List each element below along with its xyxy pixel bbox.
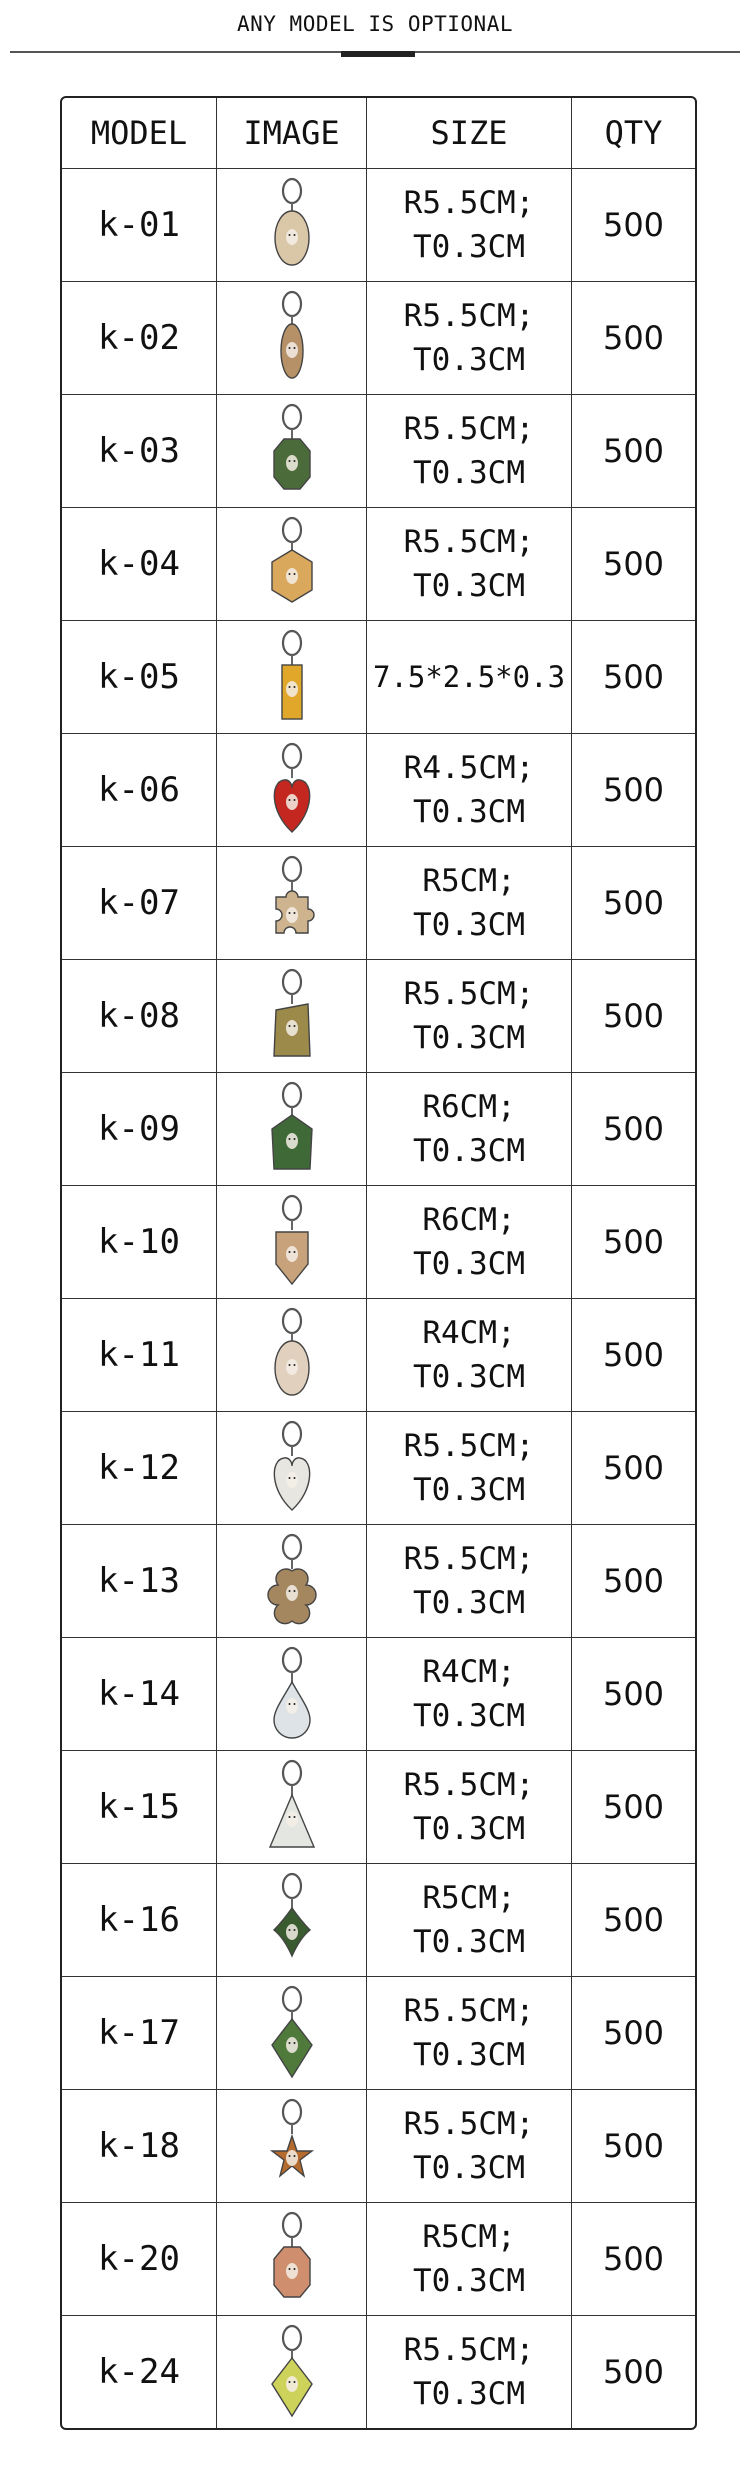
qty-cell: 500 [571,2316,695,2428]
qty-cell: 500 [571,2203,695,2315]
size-cell: R5CM; T0.3CM [366,2203,571,2315]
table-row [62,620,695,733]
table-row [62,1072,695,1185]
size-cell: R5.5CM; T0.3CM [366,2090,571,2202]
table-row [62,846,695,959]
size-cell: R5CM; T0.3CM [366,1864,571,1976]
size-cell: R4CM; T0.3CM [366,1299,571,1411]
image-cell [216,2203,366,2315]
size-cell: R4CM; T0.3CM [366,1638,571,1750]
diamond-keychain-dog-icon [262,1983,322,2083]
table-row [62,507,695,620]
image-cell [216,1751,366,1863]
model-cell: k-17 [98,2013,180,2053]
qty-cell: 500 [571,1864,695,1976]
size-cell: R5.5CM; T0.3CM [366,169,571,281]
header-accent-bar [341,51,415,57]
image-cell [216,1299,366,1411]
image-cell [216,508,366,620]
size-cell: R6CM; T0.3CM [366,1186,571,1298]
model-cell: k-09 [98,1109,180,1149]
image-cell [216,169,366,281]
column-header-size: SIZE [366,98,571,168]
table-row [62,1524,695,1637]
model-cell: k-15 [98,1787,180,1827]
flower-keychain-dog-icon [262,1531,322,1631]
model-cell: k-01 [98,205,180,245]
model-cell: k-20 [98,2239,180,2279]
model-cell: k-11 [98,1335,180,1375]
table-row [62,1185,695,1298]
size-cell: R4.5CM; T0.3CM [366,734,571,846]
table-row [62,1863,695,1976]
size-cell: R5.5CM; T0.3CM [366,1525,571,1637]
table-row [62,959,695,1072]
qty-cell: 500 [571,1638,695,1750]
image-cell [216,2316,366,2428]
image-cell [216,2090,366,2202]
model-cell: k-16 [98,1900,180,1940]
size-cell: 7.5*2.5*0.3 [366,621,571,733]
model-cell: k-06 [98,770,180,810]
model-cell: k-07 [98,883,180,923]
size-cell: R6CM; T0.3CM [366,1073,571,1185]
image-cell [216,734,366,846]
model-cell: k-05 [98,657,180,697]
qty-cell: 500 [571,1299,695,1411]
qty-cell: 500 [571,169,695,281]
table-header-row [62,98,695,168]
model-cell: k-04 [98,544,180,584]
rectangle-keychain-flower-icon [262,627,322,727]
page-title: ANY MODEL IS OPTIONAL [236,12,513,36]
size-cell: R5.5CM; T0.3CM [366,960,571,1072]
house-keychain-dog-icon [262,1079,322,1179]
octagon-oval-keychain-dog-icon [262,2209,322,2309]
image-cell [216,1977,366,2089]
image-cell [216,847,366,959]
image-cell [216,1864,366,1976]
slim-oval-keychain-dog-icon [262,288,322,388]
size-cell: R5.5CM; T0.3CM [366,1751,571,1863]
table-row [62,1411,695,1524]
model-cell: k-14 [98,1674,180,1714]
size-cell: R5.5CM; T0.3CM [366,2316,571,2428]
qty-cell: 500 [571,1977,695,2089]
rhombus-keychain-dog-icon [262,2322,322,2422]
image-cell [216,1412,366,1524]
puzzle-keychain-dog-icon [262,853,322,953]
table-row [62,394,695,507]
image-cell [216,395,366,507]
heart-keychain-red-icon [262,740,322,840]
image-cell [216,1638,366,1750]
model-cell: k-03 [98,431,180,471]
qty-cell: 500 [571,621,695,733]
product-table [60,96,697,2430]
qty-cell: 500 [571,1186,695,1298]
image-cell [216,282,366,394]
qty-cell: 500 [571,734,695,846]
table-row [62,2315,695,2428]
model-cell: k-12 [98,1448,180,1488]
size-cell: R5.5CM; T0.3CM [366,395,571,507]
oval-keychain-dog-icon [262,175,322,275]
image-cell [216,960,366,1072]
table-row [62,2202,695,2315]
qty-cell: 500 [571,1412,695,1524]
table-row [62,1750,695,1863]
qty-cell: 500 [571,1525,695,1637]
qty-cell: 500 [571,395,695,507]
image-cell [216,1525,366,1637]
model-cell: k-13 [98,1561,180,1601]
qty-cell: 500 [571,960,695,1072]
teardrop-keychain-dog-icon [262,1644,322,1744]
size-cell: R5.5CM; T0.3CM [366,282,571,394]
column-header-qty: QTY [571,98,695,168]
table-row [62,733,695,846]
table-row [62,1976,695,2089]
qty-cell: 500 [571,2090,695,2202]
table-row [62,2089,695,2202]
triangle-keychain-dog-icon [262,1757,322,1857]
image-cell [216,621,366,733]
qty-cell: 500 [571,847,695,959]
pentagon-keychain-dog-icon [262,1192,322,1292]
table-row [62,1298,695,1411]
model-cell: k-10 [98,1222,180,1262]
hexagon-keychain-dog-icon [262,514,322,614]
star-keychain-dog-icon [262,2096,322,2196]
size-cell: R5.5CM; T0.3CM [366,508,571,620]
clover-keychain-icon [262,1870,322,1970]
table-row [62,281,695,394]
qty-cell: 500 [571,508,695,620]
column-header-model: MODEL [90,114,188,152]
size-cell: R5.5CM; T0.3CM [366,1977,571,2089]
heart-keychain-dog-icon [262,1418,322,1518]
model-cell: k-24 [98,2352,180,2392]
image-cell [216,1073,366,1185]
table-row [62,1637,695,1750]
qty-cell: 500 [571,1073,695,1185]
qty-cell: 500 [571,1751,695,1863]
page-header [0,0,750,62]
round-keychain-dog-icon [262,1305,322,1405]
octagon-keychain-dog-icon [262,401,322,501]
size-cell: R5.5CM; T0.3CM [366,1412,571,1524]
table-row [62,168,695,281]
model-cell: k-02 [98,318,180,358]
image-cell [216,1186,366,1298]
column-header-image: IMAGE [216,98,366,168]
qty-cell: 500 [571,282,695,394]
model-cell: k-18 [98,2126,180,2166]
trapezoid-keychain-dog-icon [262,966,322,1066]
model-cell: k-08 [98,996,180,1036]
size-cell: R5CM; T0.3CM [366,847,571,959]
